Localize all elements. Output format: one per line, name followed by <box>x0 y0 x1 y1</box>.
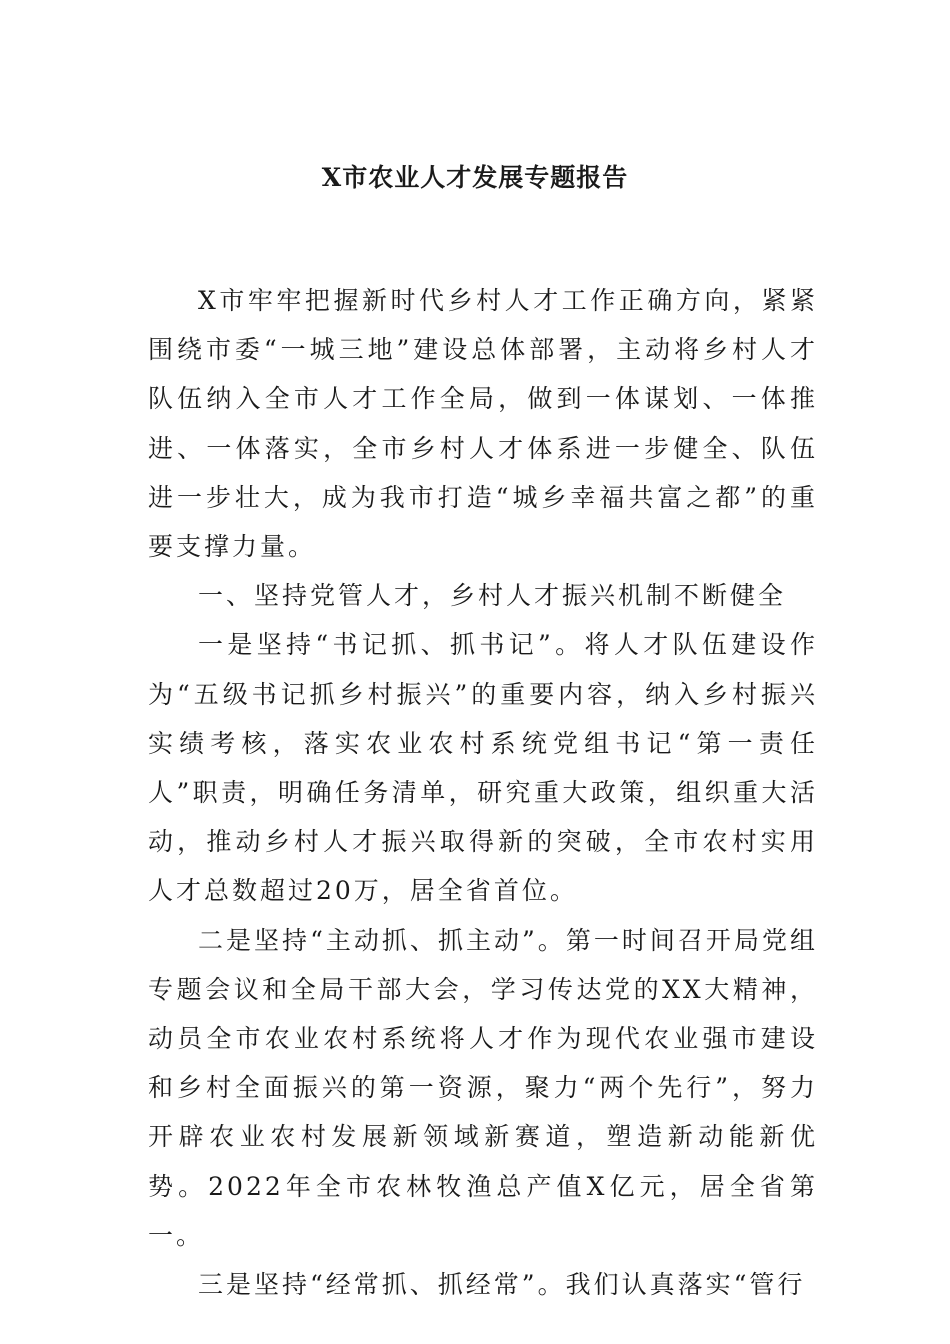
intro-paragraph: X市牢牢把握新时代乡村人才工作正确方向，紧紧围绕市委“一城三地”建设总体部署，主动将乡村人才队伍纳入全市人才工作全局，做到一体谋划、一体推进、一体落实，全市乡村人才体系进一步健全、队伍进一步壮大，成为我市打造“城乡幸福共富之都”的重要支撑力量。 <box>148 286 818 562</box>
section-heading-1: 一、坚持党管人才，乡村人才振兴机制不断健全 <box>198 581 787 611</box>
body-paragraph: 三是坚持“经常抓、抓经常”。我们认真落实“管行 <box>198 1270 806 1300</box>
document-title: X市农业人才发展专题报告 <box>321 163 629 192</box>
body-paragraph: 二是坚持“主动抓、抓主动”。第一时间召开局党组专题会议和全局干部大会，学习传达党的XX大精神，动员全市农业农村系统将人才作为现代农业强市建设和乡村全面振兴的第一资源，聚力“两个先行”，努力开辟农业农村发展新领域新赛道，塑造新动能新优势。2022年全市农林牧渔总产值X亿元，居全省第一。 <box>148 925 818 1250</box>
body-paragraph: 一是坚持“书记抓、抓书记”。将人才队伍建设作为“五级书记抓乡村振兴”的重要内容，纳入乡村振兴实绩考核，落实农业农村系统党组书记“第一责任人”职责，明确任务清单，研究重大政策，组织重大活动，推动乡村人才振兴取得新的突破，全市农村实用人才总数超过20万，居全省首位。 <box>148 630 818 906</box>
document-body <box>148 276 818 1309</box>
